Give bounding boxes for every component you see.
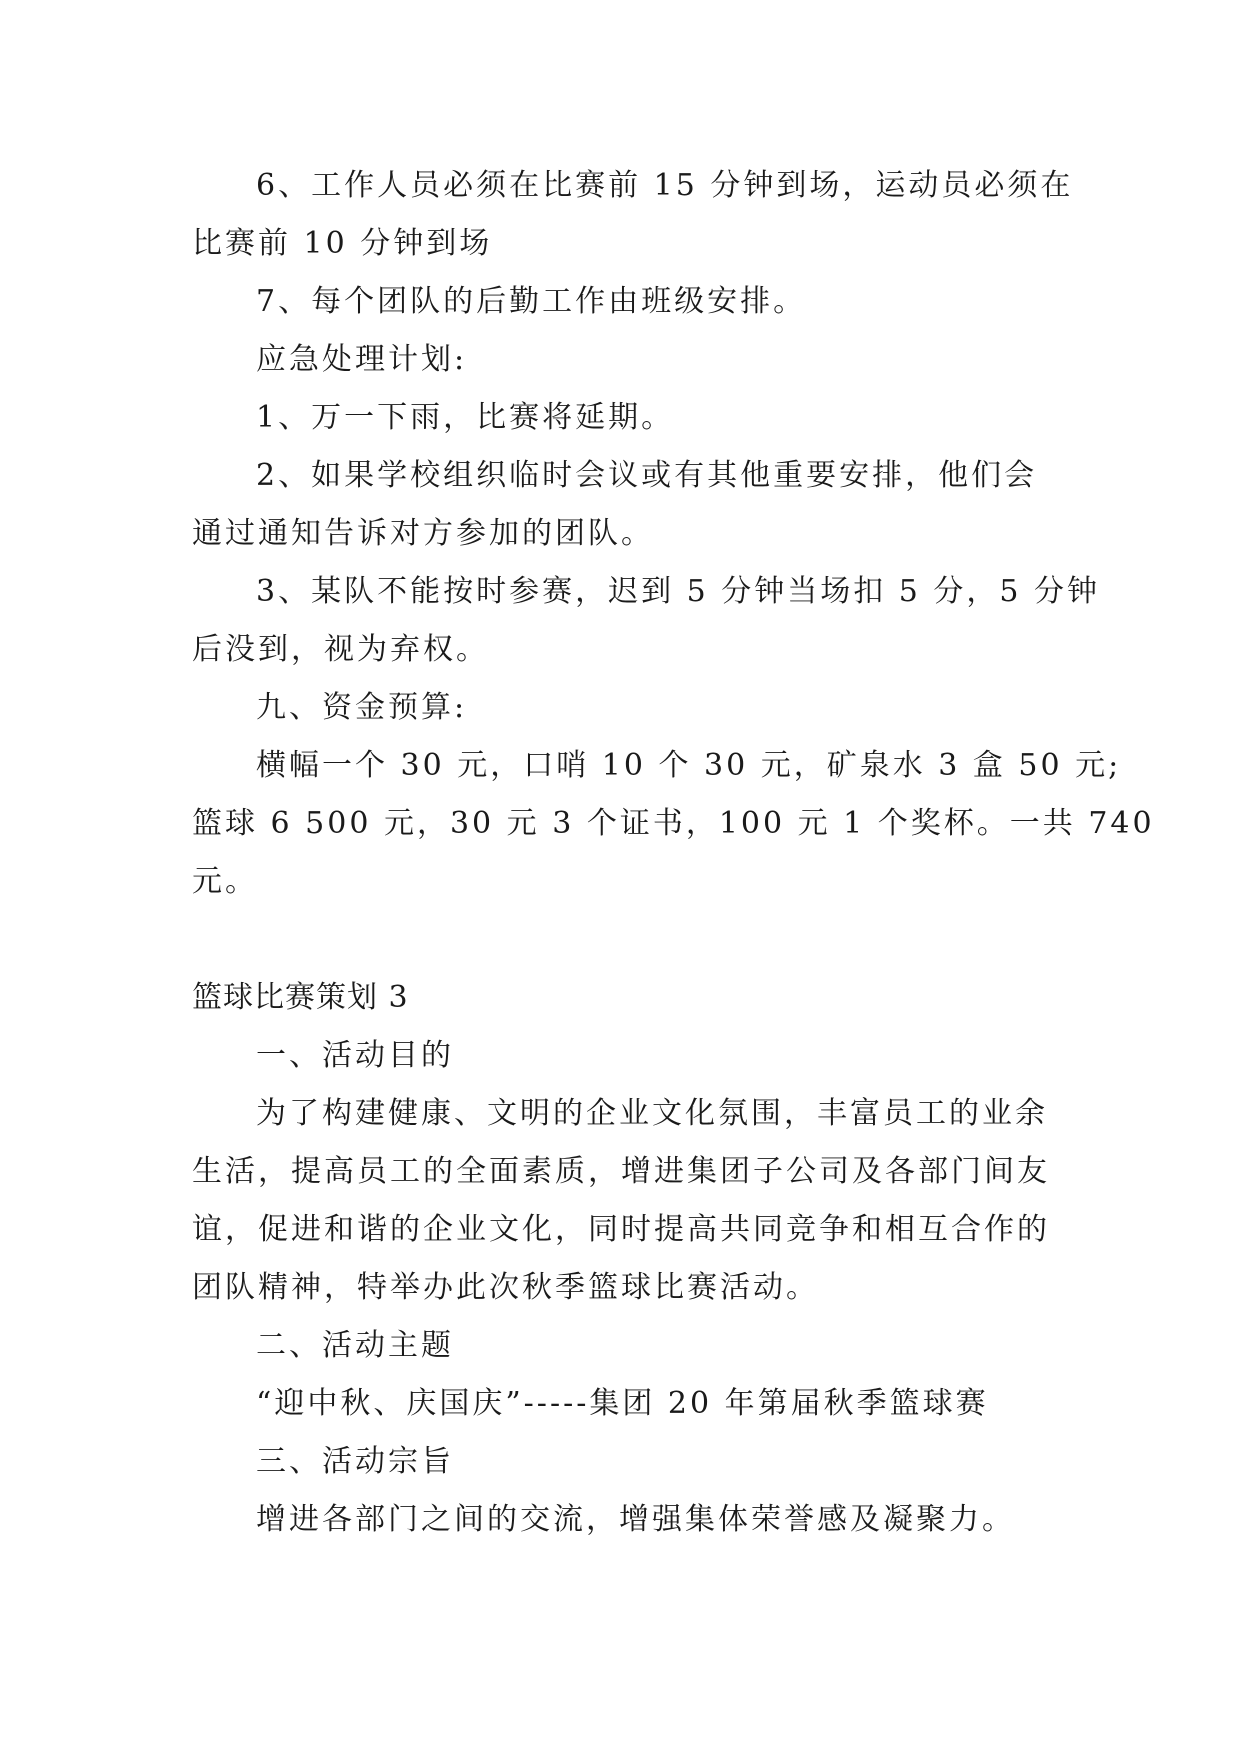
text-line: 增进各部门之间的交流，增强集体荣誉感及凝聚力。 bbox=[256, 1502, 1015, 1537]
text-line: 7、每个团队的后勤工作由班级安排。 bbox=[256, 284, 807, 319]
text-line: 一、活动目的 bbox=[256, 1038, 454, 1073]
text-line: 6、工作人员必须在比赛前 15 分钟到场，运动员必须在 bbox=[256, 168, 1074, 203]
text-line: 3、某队不能按时参赛，迟到 5 分钟当场扣 5 分，5 分钟 bbox=[256, 574, 1101, 609]
text-line: 比赛前 10 分钟到场 bbox=[192, 226, 493, 261]
text-line: 九、资金预算: bbox=[256, 690, 468, 725]
text-line: 元。 bbox=[192, 864, 258, 899]
text-line: 团队精神，特举办此次秋季篮球比赛活动。 bbox=[192, 1270, 819, 1305]
text-line: 1、万一下雨，比赛将延期。 bbox=[256, 400, 675, 435]
text-line: 三、活动宗旨 bbox=[256, 1444, 454, 1479]
text-line: 应急处理计划: bbox=[256, 342, 468, 377]
text-line: 生活，提高员工的全面素质，增进集团子公司及各部门间友 bbox=[192, 1154, 1050, 1189]
text-line: “迎中秋、庆国庆”-----集团 20 年第届秋季篮球赛 bbox=[256, 1386, 989, 1421]
text-line: 通过通知告诉对方参加的团队。 bbox=[192, 516, 654, 551]
text-line: 谊，促进和谐的企业文化，同时提高共同竞争和相互合作的 bbox=[192, 1212, 1050, 1247]
section-title: 篮球比赛策划 3 bbox=[192, 980, 409, 1015]
text-line: 2、如果学校组织临时会议或有其他重要安排，他们会 bbox=[256, 458, 1038, 493]
text-line: 为了构建健康、文明的企业文化氛围，丰富员工的业余 bbox=[256, 1096, 1048, 1131]
text-line: 篮球 6 500 元，30 元 3 个证书，100 元 1 个奖杯。一共 740 bbox=[192, 806, 1155, 841]
text-line: 二、活动主题 bbox=[256, 1328, 454, 1363]
text-line: 横幅一个 30 元，口哨 10 个 30 元，矿泉水 3 盒 50 元; bbox=[256, 748, 1122, 783]
text-line: 后没到，视为弃权。 bbox=[192, 632, 489, 667]
